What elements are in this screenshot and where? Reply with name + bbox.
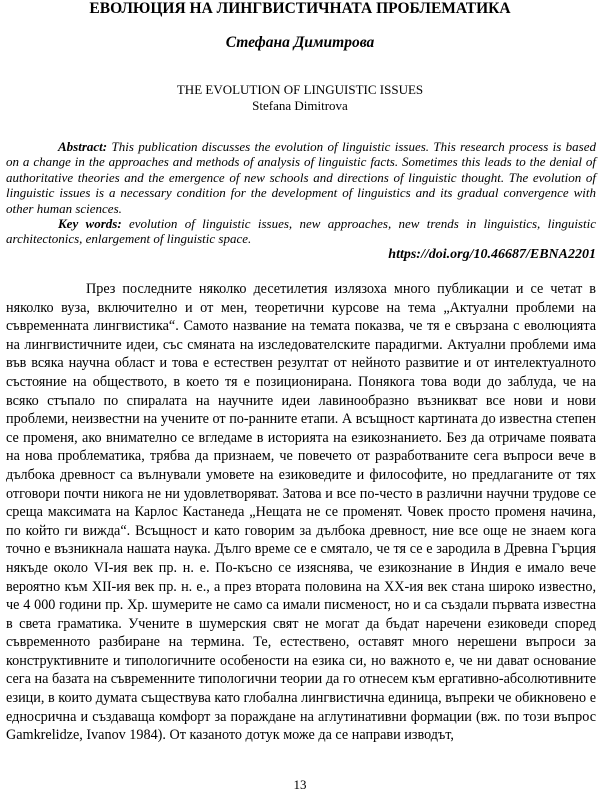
abstract-label: Abstract: <box>58 139 108 154</box>
paper-title-bg: ЕВОЛЮЦИЯ НА ЛИНГВИСТИЧНАТА ПРОБЛЕМАТИКА <box>89 0 511 17</box>
abstract <box>6 139 596 216</box>
doi-link[interactable]: https://doi.org/10.46687/EBNA2201 <box>388 247 596 262</box>
keywords <box>6 216 596 247</box>
page-number: 13 <box>293 777 307 792</box>
author-name-bg: Стефана Димитрова <box>225 34 375 51</box>
keywords-label: Key words: <box>58 216 122 231</box>
abstract-text: This publication discusses the evolution of linguistic issues. This research process is based on a change in the approaches and methods of analysis of linguistic facts. Sometimes this leads to the denial of authoritative theories and the emergence of new schools and directions of linguistic thought. The evolution of linguistic issues is a necessary condition for the development of linguistics and its gradual convergence with other human sciences. <box>6 139 596 216</box>
body-paragraph: През последните няколко десетилетия излязоха много публикации и се четат в няколко вуза, включително и от мен, теоретични курсове на тема „Актуални проблеми на съвременната лингвистика“. Самото название на темата показва, че тя е свързана с еволюцията на лингвистичните идеи, със смяната на изследователските парадигми. Актуални проблеми има във всяка научна област и това е естествен резултат от нейното развитие и от интелектуалното състояние на обществото, в което тя е позиционирана. Понякога това води до заблуда, че на всяко стъпало по спиралата на научните идеи лавинообразно възникват все нови и нови проблеми, неизвестни на учените от по-ранните етапи. А всъщност картината до известна степен се променя, ако внимателно се вгледаме в историята на езикознанието. Без да отричаме появата на нова проблематика, трябва да признаем, че повечето от разработваните сега въпроси вече в дълбока древност са вълнували умовете на езиковедите и философите, но предлаганите от тях отговори почти никога не ни удовлетворяват. Затова и все по-често в различни научни трудове се среща максимата на Карлос Кастанеда „Нещата не се променят. Човек просто променя начина, по който ги вижда“. Всъщност и като говорим за дълбока древност, ние все още не знаем кога точно е възникнала нашата наука. Дълго време се е смятало, че тя се е зародила в Древна Гърция някъде около VI-ия век пр. н. е. По-късно се изяснява, че езикознание в Индия е имало вече вероятно към XII-ия век пр. н. е., а през втората половина на XX-ия век стана широко известно, че 4 000 години пр. Хр. шумерите не само са имали писменост, но и са създали първата известна в света граматика. Учените в шумерския свят не могат да бъдат наречени езиковеди според съвременното разбиране на термина. Те, естествено, оставят много нерешени въпроси за конструктивните и типологичните особености на езика си, но важното е, че ни дават основание сега на базата на съвременните типологични теории да го отнесем към ергативно-абсолютивните езици, в които думата съществува като глобална лингвистична единица, въпреки че обикновено е едносрична и създаваща комфорт за пораждане на аглутинативни формации (вж. по този въпрос Gamkrelidze, Ivanov 1984). От казаното дотук може да се направи изводът, <box>6 281 596 744</box>
paper-title-en: THE EVOLUTION OF LINGUISTIC ISSUES <box>176 82 424 97</box>
keywords-text: evolution of linguistic issues, new approaches, new trends in linguistics, linguistic architectonics, enlargement of linguistic space. <box>6 216 596 247</box>
author-name-en: Stefana Dimitrova <box>252 98 348 113</box>
